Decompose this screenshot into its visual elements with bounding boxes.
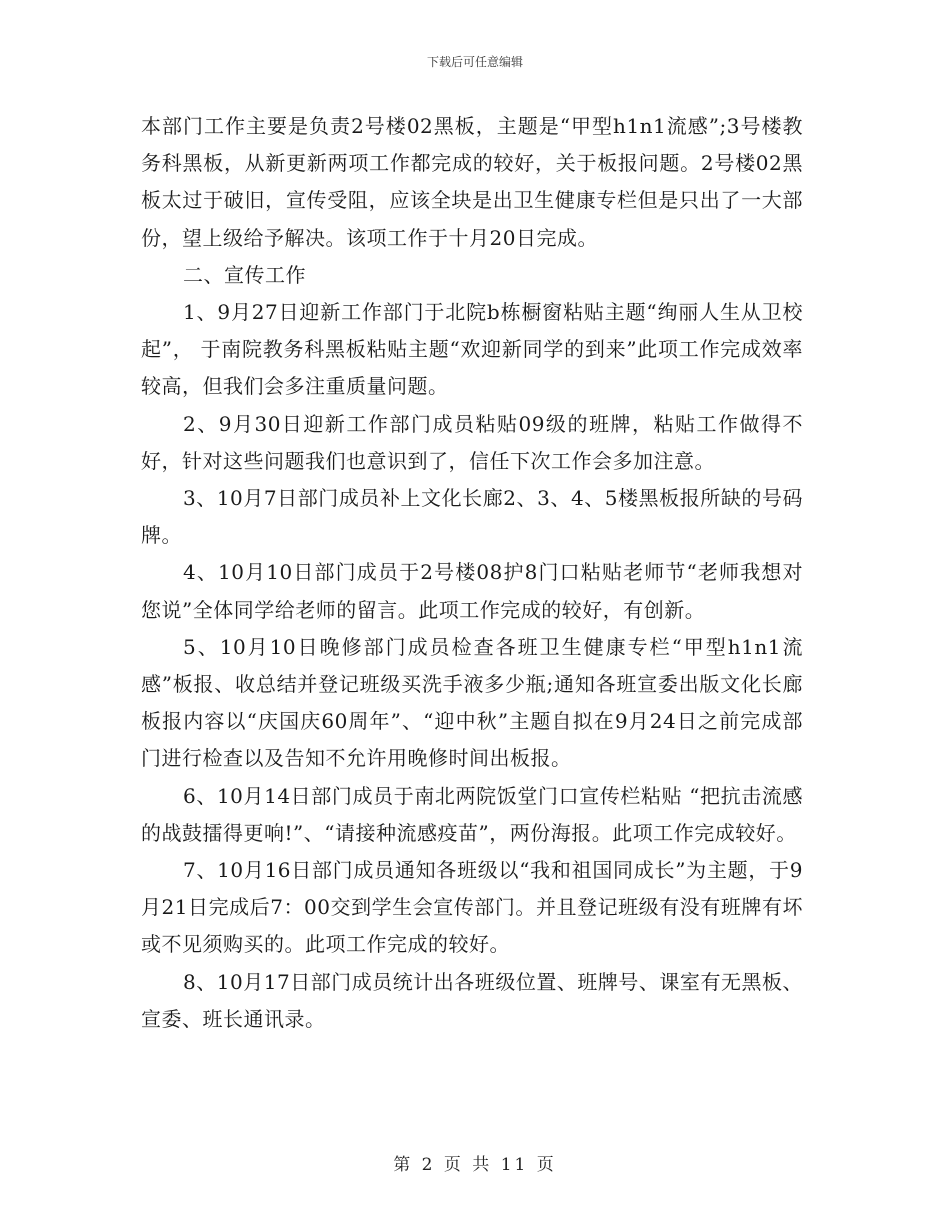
list-item-8: 8、10月17日部门成员统计出各班级位置、班牌号、课室有无黑板、宣委、班长通讯录。: [141, 969, 803, 1031]
section-heading-publicity: 二、宣传工作: [183, 262, 306, 287]
list-item-1: 1、9月27日迎新工作部门于北院b栋橱窗粘贴主题“绚丽人生从卫校起”， 于南院教务科黑板粘贴主题“欢迎新同学的到来”此项工作完成效率较高，但我们会多注重质量问题。: [141, 300, 803, 399]
paragraph-blackboard-work: 本部门工作主要是负责2号楼02黑板，主题是“甲型h1n1流感”;3号楼教务科黑板，从新更新两项工作都完成的较好，关于板报问题。2号楼02黑板太过于破旧，宣传受阻，应该全块是出卫生健康专栏但是只出了一大部份，望上级给予解决。该项工作于十月20日完成。: [141, 114, 803, 250]
document-body: [141, 108, 803, 1038]
list-item-5: 5、10月10日晚修部门成员检查各班卫生健康专栏“甲型h1n1流感”板报、收总结并登记班级买洗手液多少瓶;通知各班宣委出版文化长廊板报内容以“庆国庆60周年”、“迎中秋”主题自拟在9月24日之前完成部门进行检查以及告知不允许用晚修时间出板报。: [141, 634, 803, 771]
list-item-4: 4、10月10日部门成员于2号楼08护8门口粘贴老师节“老师我想对您说”全体同学给老师的留言。此项工作完成的较好，有创新。: [141, 560, 803, 622]
list-item-2: 2、9月30日迎新工作部门成员粘贴09级的班牌，粘贴工作做得不好，针对这些问题我们也意识到了，信任下次工作会多加注意。: [141, 411, 803, 473]
list-item-6: 6、10月14日部门成员于南北两院饭堂门口宣传栏粘贴 “把抗击流感的战鼓擂得更响!”、“请接种流感疫苗”，两份海报。此项工作完成较好。: [141, 783, 803, 845]
list-item-3: 3、10月7日部门成员补上文化长廊2、3、4、5楼黑板报所缺的号码牌。: [141, 486, 803, 548]
list-item-7: 7、10月16日部门成员通知各班级以“我和祖国同成长”为主题，于9月21日完成后7：00交到学生会宣传部门。并且登记班级有没有班牌有坏或不见须购买的。此项工作完成的较好。: [141, 858, 803, 957]
page-number: 第 2 页 共 11 页: [393, 1155, 557, 1175]
page-header-note: 下载后可任意编辑: [426, 55, 523, 69]
